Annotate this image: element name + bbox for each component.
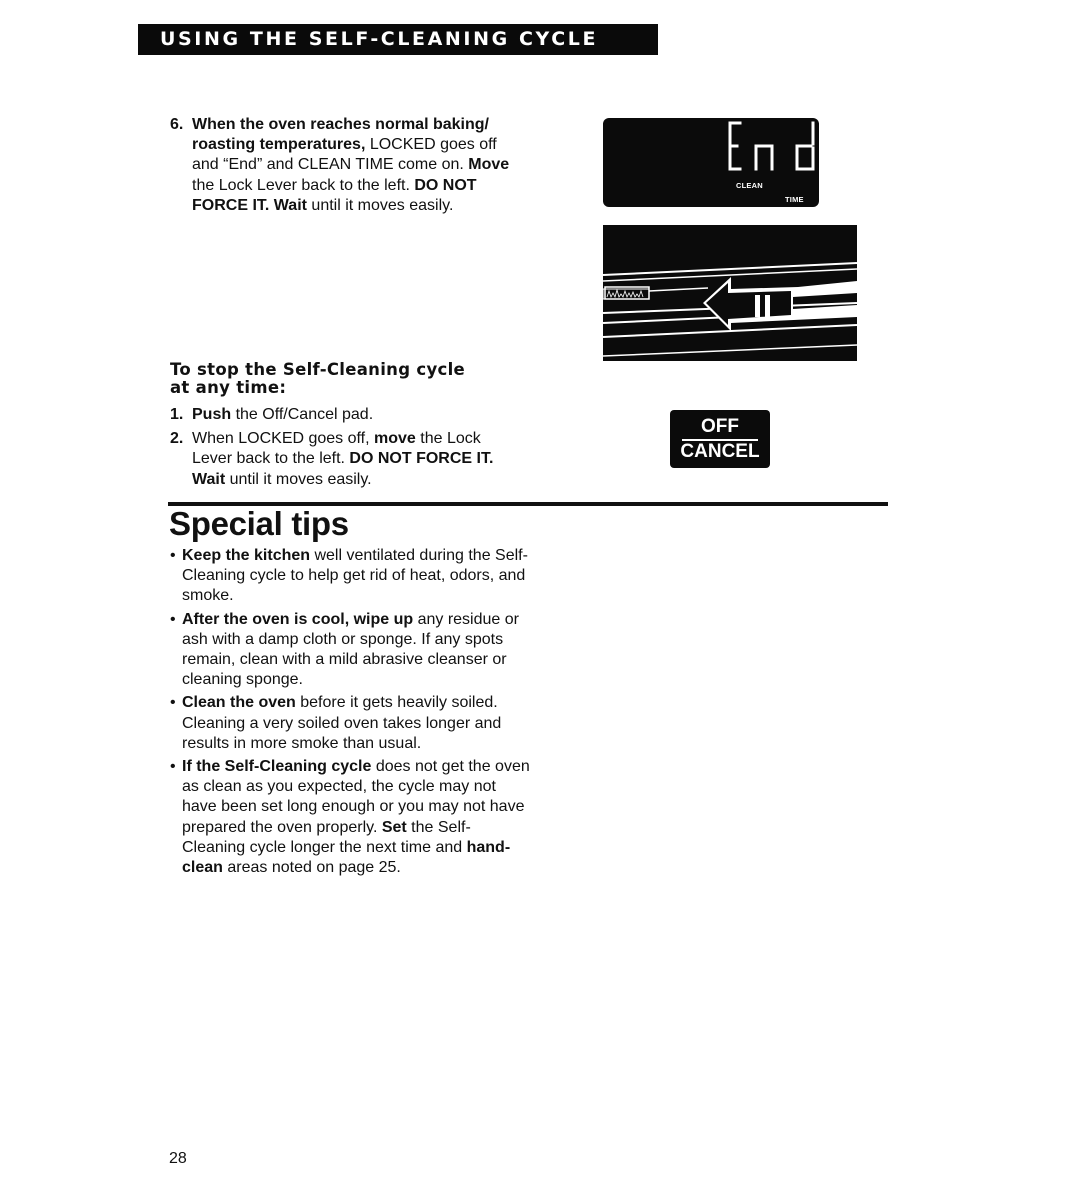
lock-lever-illustration xyxy=(603,225,857,361)
lever-left-arrow-icon xyxy=(603,225,857,361)
time-indicator-label: TIME xyxy=(785,195,804,204)
step-6-text-3: until it moves easily. xyxy=(306,196,454,214)
step-6-bold-1: When the oven reaches normal baking/ roasting temperatures, xyxy=(192,116,489,154)
bullet-icon: • xyxy=(170,610,176,628)
tip-bold: Set xyxy=(381,818,407,836)
tip-text: the Self-Cleaning cycle longer the next time and xyxy=(182,818,471,856)
section-banner: USING THE SELF-CLEANING CYCLE xyxy=(138,24,658,55)
tip-text: before it gets heavily soiled. Cleaning a very soiled oven takes longer and results in more smoke than usual. xyxy=(182,694,502,752)
stop-step-2-text-0: When LOCKED goes off, xyxy=(192,430,375,448)
step-number: 2. xyxy=(170,430,184,448)
tip-text: does not get the oven as clean as you expected, the cycle may not have been set long enough or you may not have prepared the oven properly. xyxy=(182,758,530,836)
stop-step-2-text-2: until it moves easily. xyxy=(225,470,372,488)
off-cancel-pad-illustration xyxy=(670,410,770,468)
bullet-icon: • xyxy=(170,694,176,712)
special-tips-heading: Special tips xyxy=(169,505,349,542)
step-number: 1. xyxy=(170,406,184,423)
stop-cycle-heading: To stop the Self-Cleaning cycle at any time: xyxy=(170,360,466,397)
tip-bold: Keep the kitchen xyxy=(182,547,311,564)
stop-step-1 xyxy=(170,405,510,425)
tip-bold: After the oven is cool, wipe up xyxy=(182,610,414,628)
stop-step-1-bold: Push xyxy=(192,406,232,423)
clean-indicator-label: CLEAN xyxy=(736,181,763,190)
step-6-text-2: the Lock Lever back to the left. xyxy=(192,176,415,194)
stop-step-1-text: the Off/Cancel pad. xyxy=(231,406,374,423)
cancel-label: CANCEL xyxy=(680,441,760,462)
special-tips-list xyxy=(170,546,530,881)
page-number: 28 xyxy=(169,1150,187,1167)
end-display-illustration xyxy=(603,118,819,207)
step-6-bold-2: Move xyxy=(468,156,510,174)
stop-step-2 xyxy=(170,429,510,490)
stop-step-2-bold-1: move xyxy=(374,430,416,448)
step-6-bold-3: DO NOT FORCE IT. Wait xyxy=(192,176,477,214)
tip-item xyxy=(170,610,530,691)
end-readout-icon xyxy=(603,118,819,207)
tip-text: any residue or ash with a damp cloth or sponge. If any spots remain, clean with a mild abrasive cleanser or cleaning sponge. xyxy=(182,610,519,689)
tip-text: areas noted on page 25. xyxy=(222,859,401,877)
tip-item xyxy=(170,546,530,607)
stop-step-2-bold-2: DO NOT FORCE IT. Wait xyxy=(192,450,494,488)
bullet-icon: • xyxy=(170,547,176,564)
tip-bold: If the Self-Cleaning cycle xyxy=(182,758,372,776)
bullet-icon: • xyxy=(170,758,176,776)
step-6 xyxy=(170,115,520,216)
stop-step-2-text-1: the Lock Lever back to the left. xyxy=(192,430,481,468)
tip-bold: hand-clean xyxy=(182,838,511,877)
stop-steps-list xyxy=(170,405,510,490)
tip-text: well ventilated during the Self-Cleaning cycle to help get rid of heat, odors, and smoke. xyxy=(182,547,528,605)
step-6-text-1: LOCKED goes off and “End” and CLEAN TIME come on. xyxy=(192,136,497,174)
off-label: OFF xyxy=(701,416,739,437)
step-6-list xyxy=(170,115,520,216)
tip-item xyxy=(170,757,530,878)
tip-bold: Clean the oven xyxy=(182,694,296,712)
tip-item xyxy=(170,693,530,754)
step-number: 6. xyxy=(170,116,184,133)
